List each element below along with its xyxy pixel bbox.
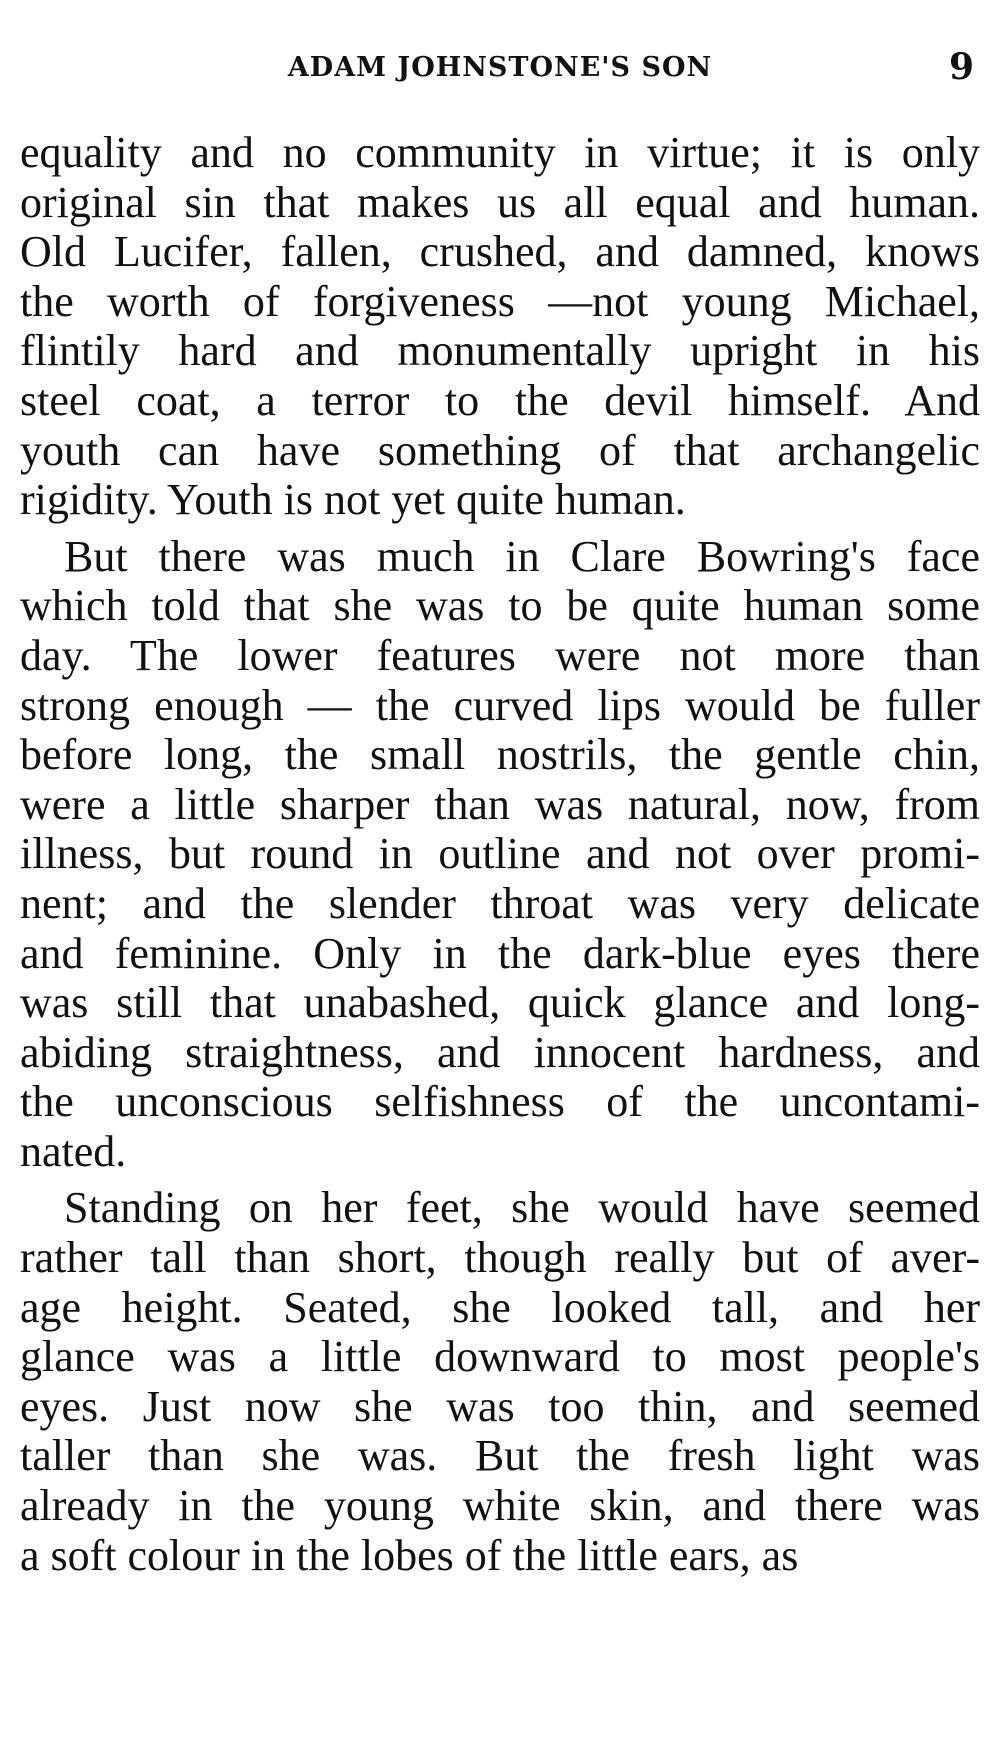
text-line: were a little sharper than was natural, now, from [20, 779, 980, 829]
text-line: nated. [20, 1126, 127, 1176]
paragraph [20, 532, 980, 1177]
text-line: Old Lucifer, fallen, crushed, and damned, knows [20, 227, 980, 277]
text-line: flintily hard and monumentally upright in his [20, 326, 980, 376]
paragraph-gap [20, 1176, 980, 1183]
text-line: eyes. Just now she was too thin, and seemed [20, 1381, 980, 1431]
text-line: rather tall than short, though really but of aver- [20, 1233, 980, 1283]
text-line: illness, but round in outline and not over promi- [20, 829, 980, 879]
text-line: a soft colour in the lobes of the little ears, as [20, 1530, 799, 1580]
paragraph [20, 1183, 980, 1580]
running-title: ADAM JOHNSTONE'S SON [287, 52, 713, 83]
text-line: which told that she was to be quite human some [20, 581, 980, 631]
text-line: the worth of forgiveness —not young Michael, [20, 276, 980, 326]
text-line: Standing on her feet, she would have seemed [64, 1183, 980, 1233]
text-line: strong enough — the curved lips would be fuller [20, 680, 980, 730]
text-line: before long, the small nostrils, the gentle chin, [20, 730, 980, 780]
text-line: nent; and the slender throat was very delicate [20, 878, 980, 928]
text-line: and feminine. Only in the dark-blue eyes there [20, 928, 980, 978]
body-text [20, 128, 980, 1580]
text-line: age height. Seated, she looked tall, and her [20, 1282, 980, 1332]
text-line: steel coat, a terror to the devil himself. And [20, 375, 980, 425]
running-head [0, 46, 1000, 94]
text-line: youth can have something of that archangelic [20, 425, 980, 475]
text-line: glance was a little downward to most people's [20, 1332, 980, 1382]
text-line: day. The lower features were not more than [20, 630, 980, 680]
text-line: taller than she was. But the fresh light was [20, 1431, 980, 1481]
text-line: But there was much in Clare Bowring's face [64, 531, 980, 581]
paragraph-gap [20, 525, 980, 532]
text-line: original sin that makes us all equal and human. [20, 177, 980, 227]
text-line: equality and no community in virtue; it is only [20, 128, 980, 177]
text-line: rigidity. Youth is not yet quite human. [20, 475, 686, 525]
paragraph [20, 128, 980, 525]
text-line: was still that unabashed, quick glance and long- [20, 978, 980, 1028]
text-line: abiding straightness, and innocent hardness, and [20, 1027, 980, 1077]
text-line: the unconscious selfishness of the uncontami- [20, 1077, 980, 1127]
page-number: 9 [948, 46, 974, 88]
text-line: already in the young white skin, and there was [20, 1481, 980, 1531]
